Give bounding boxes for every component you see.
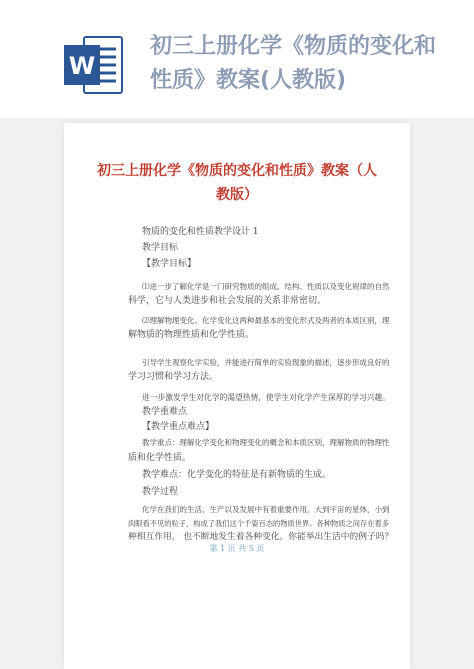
document-title-line-1: 初三上册化学《物质的变化和性质》教案（人 (97, 163, 377, 179)
document-title-line-2: 教版） (216, 187, 258, 203)
body-line: 肉眼看不见的粒子，构成了我们这个千姿百态的物质世界。各种物质之间存在着多 (128, 519, 390, 528)
document-title (64, 159, 410, 207)
word-icon-letter: W (68, 52, 96, 80)
body-line: 物质的变化和性质教学设计 1 (142, 227, 259, 237)
body-line: 解物质的物理性质和化学性质。 (128, 330, 255, 340)
document-page (64, 123, 410, 669)
body-line: 【教学重点难点】 (142, 422, 215, 432)
header (0, 0, 474, 118)
body-line: ⑵理解物理变化、化学变化这两种最基本的变化形式及两者的本质区别，理 (142, 316, 390, 325)
body-line: 化学在我们的生活、生产以及发展中有着重要作用。大到宇宙的星体，小到 (142, 505, 390, 514)
body-line: 【教学目标】 (142, 259, 197, 269)
body-line: 教学重点：理解化学变化和物理变化的概念和本质区别，理解物质的物理性 (142, 438, 390, 447)
body-line: 质和化学性质。 (128, 453, 192, 463)
word-icon (62, 33, 126, 97)
body-line: 教学目标 (142, 243, 179, 253)
body-line: 科学，它与人类进步和社会发展的关系非常密切。 (128, 296, 327, 306)
body-line: 教学难点：化学变化的特征是有新物质的生成。 (142, 470, 332, 480)
page-title (150, 30, 460, 98)
page-number: 第 1 页 共 5 页 (209, 544, 265, 553)
body-line: 学习习惯和学习方法。 (128, 372, 219, 382)
page-title-line-1: 初三上册化学《物质的变化和 (150, 34, 437, 59)
body-line: 进一步激发学生对化学的渴望热情，使学生对化学产生深厚的学习兴趣。 (142, 393, 391, 402)
body-line: 种相互作用， 也不断地发生着各种变化。你能举出生活中的例子吗？ (128, 532, 394, 542)
body-line: 教学重难点 (142, 407, 188, 417)
body-line: 教学过程 (142, 487, 179, 497)
body-line: ⑴进一步了解化学是一门研究物质的组成、结构、性质以及变化规律的自然 (142, 282, 390, 291)
body-line: 引导学生观察化学实验，并能进行简单的实验现象的描述，逐步形成良好的 (142, 358, 390, 367)
page-title-line-2: 性质》教案(人教版) (150, 68, 347, 93)
